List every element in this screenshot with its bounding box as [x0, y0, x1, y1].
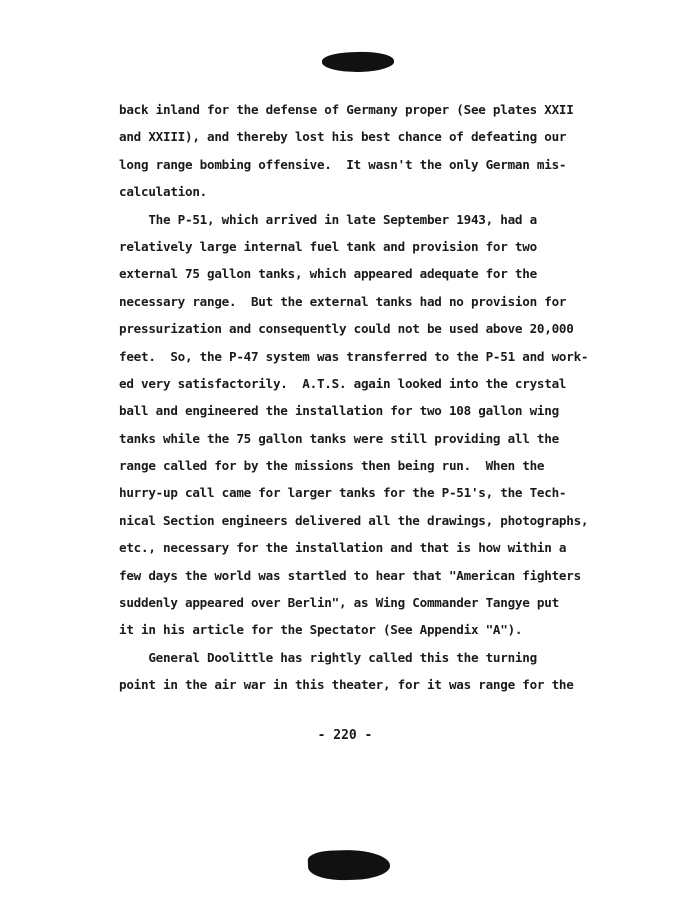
- text-line: relatively large internal fuel tank and provision for two: [119, 238, 537, 254]
- text-line: feet. So, the P-47 system was transferred to the P-51 and work-: [119, 348, 589, 364]
- text-line: General Doolittle has rightly called this the turning: [119, 649, 537, 665]
- body-text: [119, 96, 589, 699]
- text-line: it in his article for the Spectator (See Appendix "A").: [119, 622, 523, 638]
- text-line: ed very satisfactorily. A.T.S. again looked into the crystal: [119, 375, 567, 391]
- text-line: necessary range. But the external tanks had no provision for: [119, 293, 567, 309]
- text-line: tanks while the 75 gallon tanks were still providing all the: [119, 430, 559, 446]
- text-line: nical Section engineers delivered all the drawings, photographs,: [119, 512, 589, 528]
- text-line: calculation.: [119, 184, 207, 200]
- text-line: The P-51, which arrived in late September 1943, had a: [119, 211, 537, 227]
- text-line: point in the air war in this theater, for it was range for the: [119, 677, 574, 693]
- page-number: - 220 -: [317, 728, 373, 743]
- text-line: pressurization and consequently could not be used above 20,000: [119, 321, 574, 337]
- redaction-mark-bottom: [308, 849, 391, 882]
- text-line: etc., necessary for the installation and that is how within a: [119, 540, 567, 556]
- text-line: suddenly appeared over Berlin", as Wing Commander Tangye put: [119, 595, 559, 611]
- text-line: long range bombing offensive. It wasn't the only German mis-: [119, 156, 567, 172]
- redaction-mark-top: [322, 51, 395, 74]
- text-line: back inland for the defense of Germany proper (See plates XXII: [119, 102, 574, 117]
- text-line: range called for by the missions then being run. When the: [119, 458, 545, 474]
- text-line: external 75 gallon tanks, which appeared adequate for the: [119, 266, 537, 282]
- text-line: and XXIII), and thereby lost his best chance of defeating our: [119, 129, 567, 145]
- text-line: hurry-up call came for larger tanks for the P-51's, the Tech-: [119, 485, 567, 501]
- text-line: ball and engineered the installation for two 108 gallon wing: [119, 403, 559, 419]
- text-line: few days the world was startled to hear that "American fighters: [119, 567, 581, 583]
